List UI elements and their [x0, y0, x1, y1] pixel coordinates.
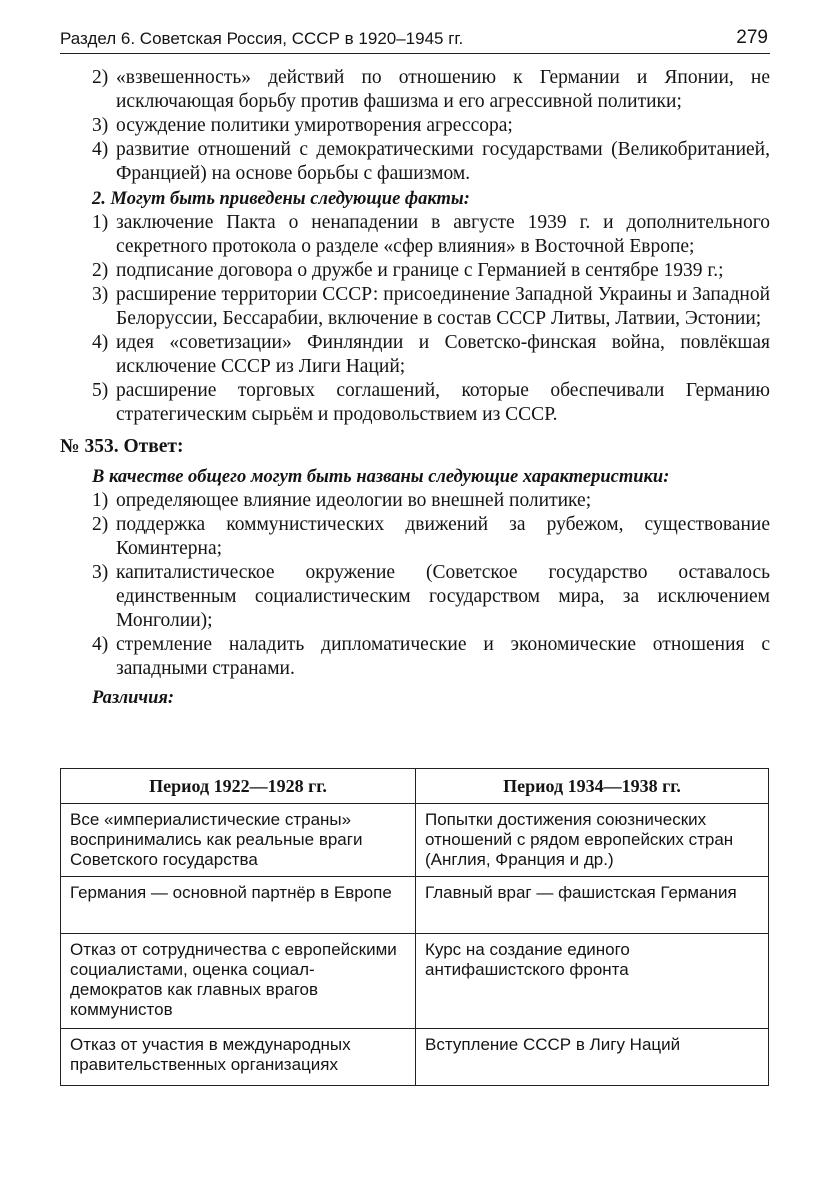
list-item [60, 66, 770, 114]
item-text: подписание договора о дружбе и границе с Германией в сентябре 1939 г.; [116, 260, 724, 281]
table-cell: Отказ от сотрудничества с европейскими социалистами, оценка социал-демократов как главных врагов коммунистов [61, 934, 416, 1029]
item-number: 2) [92, 67, 109, 88]
question-heading: № 353. Ответ: [60, 436, 184, 457]
list-item [60, 259, 770, 283]
column-header: Период 1934—1938 гг. [416, 769, 769, 804]
item-text: определяющее влияние идеологии во внешней политике; [116, 490, 592, 511]
item-number: 1) [92, 212, 109, 233]
list-item [60, 331, 770, 379]
item-text: заключение Пакта о ненападении в августе 1939 г. и дополнительного секретного протокола о разделе «сфер влияния» в Восточной Европе; [116, 212, 770, 257]
main-text [60, 66, 770, 710]
table-row [61, 804, 769, 877]
comparison-table [60, 768, 769, 1086]
item-text: поддержка коммунистических движений за рубежом, существование Коминтерна; [116, 514, 770, 559]
column-header: Период 1922—1928 гг. [61, 769, 416, 804]
item-number: 3) [92, 284, 109, 305]
item-text: идея «советизации» Финляндии и Советско-финская война, повлёкшая исключение СССР из Лиги Наций; [116, 332, 770, 377]
list-item [60, 633, 770, 681]
differences-subheading: Различия: [92, 688, 175, 708]
list-item [60, 283, 770, 331]
page-number: 279 [736, 27, 768, 48]
table-cell: Главный враг — фашистская Германия [416, 877, 769, 934]
table-header-row [61, 769, 769, 804]
table-cell: Германия — основной партнёр в Европе [61, 877, 416, 934]
item-text: расширение территории СССР: присоединение Западной Украины и Западной Белоруссии, Бессарабии, включение в состав СССР Литвы, Латвии, Эстонии; [116, 284, 770, 329]
running-header [60, 27, 770, 54]
item-number: 5) [92, 380, 109, 401]
table-cell: Курс на создание единого антифашистского фронта [416, 934, 769, 1029]
list-item [60, 114, 770, 138]
item-text: капиталистическое окружение (Советское государство оставалось единственным социалистическим государством мира, за исключением Монголии); [116, 562, 770, 631]
table-cell: Все «империалистические страны» воспринимались как реальные враги Советского государства [61, 804, 416, 877]
table-row [61, 877, 769, 934]
list-item [60, 379, 770, 427]
list-item [60, 138, 770, 186]
table-cell: Вступление СССР в Лигу Наций [416, 1029, 769, 1086]
list-item [60, 211, 770, 259]
item-number: 2) [92, 514, 109, 535]
item-text: развитие отношений с демократическими государствами (Великобританией, Францией) на основе борьбы с фашизмом. [116, 139, 770, 184]
item-number: 1) [92, 490, 109, 511]
item-text: стремление наладить дипломатические и экономические отношения с западными странами. [116, 634, 770, 679]
list-item [60, 489, 770, 513]
table-row [61, 934, 769, 1029]
list-item [60, 513, 770, 561]
table-cell: Попытки достижения союзнических отношений с рядом европейских стран (Англия, Франция и др.) [416, 804, 769, 877]
item-text: «взвешенность» действий по отношению к Германии и Японии, не исключающая борьбу против фашизма и его агрессивной политики; [116, 67, 770, 112]
item-number: 2) [92, 260, 109, 281]
item-number: 3) [92, 115, 109, 136]
item-number: 4) [92, 634, 109, 655]
item-text: расширение торговых соглашений, которые обеспечивали Германию стратегическим сырьём и продовольствием из СССР. [116, 380, 770, 425]
table-row [61, 1029, 769, 1086]
table-cell: Отказ от участия в международных правительственных организациях [61, 1029, 416, 1086]
common-subheading: В качестве общего могут быть названы следующие характеристики: [92, 467, 670, 487]
item-text: осуждение политики умиротворения агрессора; [116, 115, 513, 136]
facts-subheading: 2. Могут быть приведены следующие факты: [92, 189, 470, 209]
item-number: 4) [92, 332, 109, 353]
list-item [60, 561, 770, 633]
section-title: Раздел 6. Советская Россия, СССР в 1920–1945 гг. [60, 29, 464, 48]
item-number: 4) [92, 139, 109, 160]
item-number: 3) [92, 562, 109, 583]
